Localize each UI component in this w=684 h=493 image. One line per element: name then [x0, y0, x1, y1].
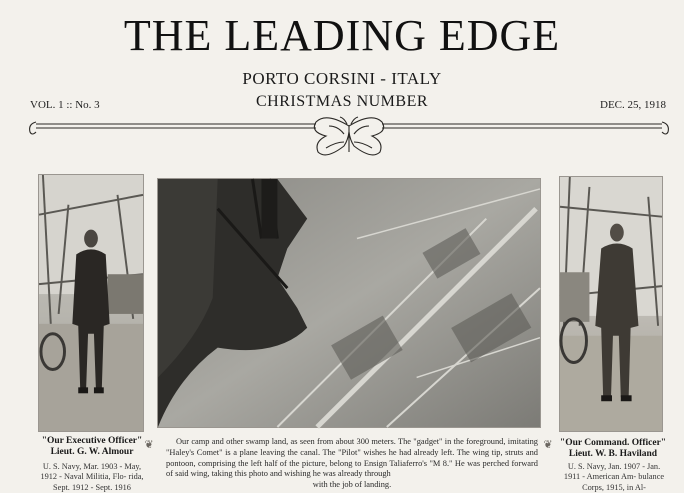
- executive-officer-name: Lieut. G. W. Almour: [50, 446, 134, 457]
- executive-officer-photo: [38, 174, 144, 432]
- executive-officer-title: "Our Executive Officer": [41, 436, 143, 446]
- aerial-camp-photo: [157, 178, 541, 428]
- executive-officer-bio: U. S. Navy, Mar. 1903 - May, 1912 - Naval Militia, Flo- rida, Sept. 1912 - Sept. 1916: [40, 462, 144, 492]
- commanding-officer-name: Lieut. W. B. Haviland: [568, 448, 658, 459]
- commanding-officer-caption-heading: [558, 438, 668, 460]
- butterfly-ornament-icon: [26, 114, 672, 162]
- aerial-caption-text: Our camp and other swamp land, as seen from about 300 meters. The "gadget" in the foreground, imitating "Haley's Comet" is a plane leaving the canal. The "Pilot" wishes he had already left. The wing tip, struts and pontoon, comprising the left half of the picture, belong to Ensign Taliaferro's "M 8." He was perched forward of said wing, taking this photo and wishing he was already through: [166, 437, 538, 479]
- masthead-title: THE LEADING EDGE: [123, 11, 561, 60]
- issue-date: DEC. 25, 1918: [600, 99, 666, 111]
- aerial-photo-caption: [166, 437, 538, 491]
- flourish-icon: ❦: [543, 438, 553, 451]
- aerial-caption-last-line: with the job of landing.: [312, 480, 392, 489]
- masthead-issue-name: CHRISTMAS NUMBER: [255, 93, 429, 110]
- commanding-officer-photo: [559, 176, 663, 432]
- masthead-location: PORTO CORSINI - ITALY: [242, 69, 442, 88]
- volume-number: VOL. 1 :: No. 3: [30, 99, 100, 111]
- flourish-icon: ❦: [144, 438, 154, 451]
- commanding-officer-bio: U. S. Navy, Jan. 1907 - Jan. 1911 - American Am- bulance Corps, 1915, in Al-: [563, 462, 665, 492]
- commanding-officer-title: "Our Command. Officer": [559, 438, 667, 448]
- executive-officer-caption-heading: [38, 436, 146, 458]
